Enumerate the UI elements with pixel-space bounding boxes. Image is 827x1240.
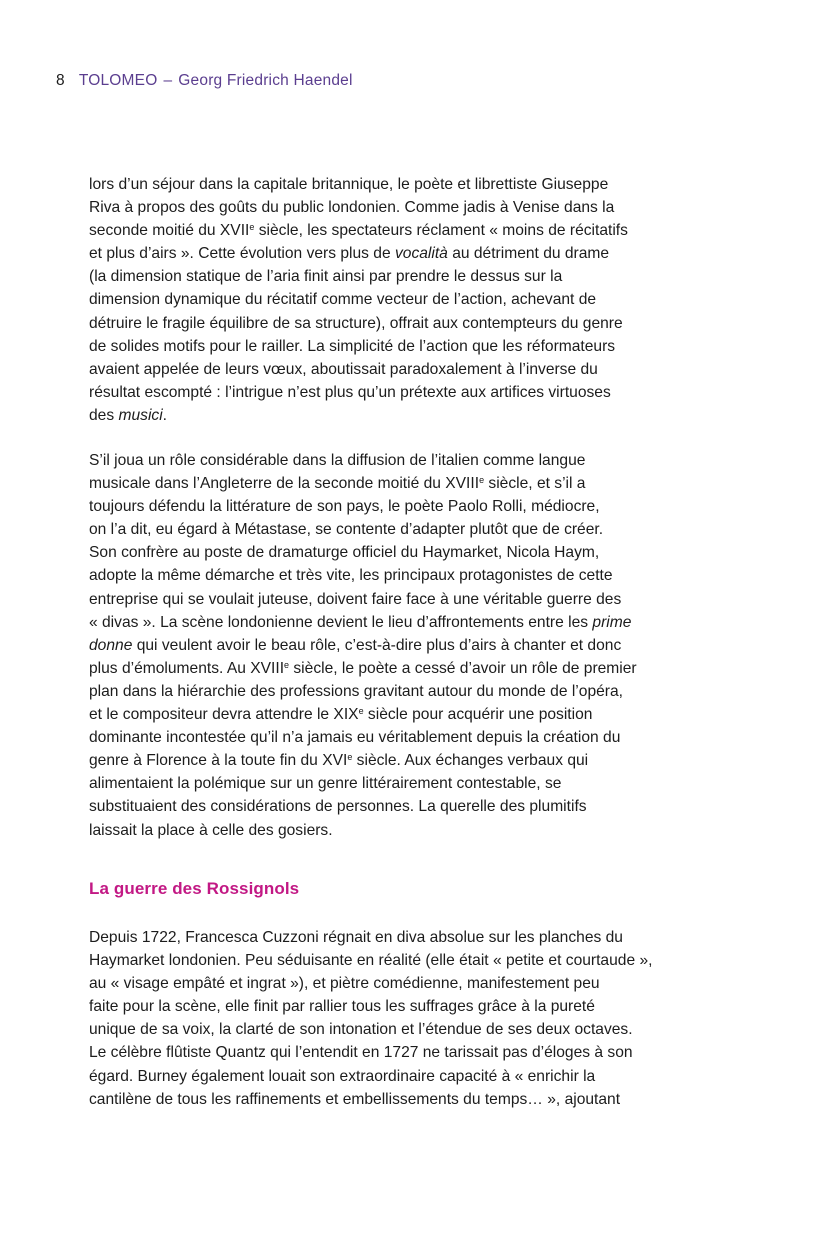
text-line: Depuis 1722, Francesca Cuzzoni régnait en diva absolue sur les planches du bbox=[89, 929, 623, 946]
text-line: toujours défendu la littérature de son pays, le poète Paolo Rolli, médiocre, bbox=[89, 498, 600, 516]
text-line: lors d’un séjour dans la capitale britannique, le poète et librettiste Giuseppe bbox=[89, 176, 609, 193]
text-line: Riva à propos des goûts du public londonien. Comme jadis à Venise dans la bbox=[89, 199, 615, 217]
text-line: Son confrère au poste de dramaturge officiel du Haymarket, Nicola Haym, bbox=[89, 544, 600, 562]
italic-text: musici bbox=[118, 406, 163, 424]
text-line: détruire le fragile équilibre de sa structure), offrait aux contempteurs du genre bbox=[89, 314, 623, 332]
text-line: de solides motifs pour le railler. La simplicité de l’action que les réformateurs bbox=[89, 337, 616, 355]
text-line: plan dans la hiérarchie des professions gravitant autour du monde de l’opéra, bbox=[89, 682, 623, 700]
text-line: résultat escompté : l’intrigue n’est plus qu’un prétexte aux artifices virtuoses bbox=[89, 383, 611, 401]
paragraph-1 bbox=[89, 173, 749, 427]
text-line: « divas ». La scène londonienne devient le lieu d’affrontements entre les prime bbox=[89, 613, 632, 631]
superscript: e bbox=[479, 475, 485, 486]
text-line: substituaient des considérations de personnes. La querelle des plumitifs bbox=[89, 798, 587, 816]
page-number: 8 bbox=[56, 72, 65, 89]
text-line: musicale dans l’Angleterre de la seconde moitié du XVIIIe siècle, et s’il a bbox=[89, 475, 586, 493]
text-line: faite pour la scène, elle finit par rallier tous les suffrages grâce à la pureté bbox=[89, 998, 595, 1016]
text-line: cantilène de tous les raffinements et embellissements du temps… », ajoutant bbox=[89, 1090, 621, 1108]
text-line: (la dimension statique de l’aria finit ainsi par prendre le dessus sur la bbox=[89, 268, 563, 286]
text-line: avaient appelée de leurs vœux, aboutissait paradoxalement à l’inverse du bbox=[89, 360, 598, 378]
italic-text: vocalità bbox=[394, 245, 448, 263]
text-line: Le célèbre flûtiste Quantz qui l’entendit en 1727 ne tarissait pas d’éloges à son bbox=[89, 1044, 633, 1062]
text-line: on l’a dit, eu égard à Métastase, se contente d’adapter plutôt que de créer. bbox=[89, 521, 604, 539]
text-line: Haymarket londonien. Peu séduisante en réalité (elle était « petite et courtaude », bbox=[89, 952, 653, 970]
running-header bbox=[56, 72, 353, 90]
text-line: donne qui veulent avoir le beau rôle, c’est-à-dire plus d’airs à chanter et donc bbox=[89, 636, 622, 654]
text-line: plus d’émoluments. Au XVIIIe siècle, le poète a cessé d’avoir un rôle de premier bbox=[89, 659, 637, 677]
text-line: S’il joua un rôle considérable dans la diffusion de l’italien comme langue bbox=[89, 452, 586, 469]
header-separator: – bbox=[163, 72, 173, 89]
section-heading: La guerre des Rossignols bbox=[89, 879, 300, 898]
text-line: des musici. bbox=[89, 406, 168, 424]
text-line: et plus d’airs ». Cette évolution vers plus de vocalità au détriment du drame bbox=[89, 245, 610, 263]
text-line: et le compositeur devra attendre le XIXe siècle pour acquérir une position bbox=[89, 706, 593, 724]
text-line: laissait la place à celle des gosiers. bbox=[89, 821, 333, 839]
text-line: égard. Burney également louait son extraordinaire capacité à « enrichir la bbox=[89, 1067, 596, 1085]
text-line: dominante incontestée qu’il n’a jamais eu véritablement depuis la création du bbox=[89, 729, 621, 747]
text-line: dimension dynamique du récitatif comme vecteur de l’action, achevant de bbox=[89, 291, 597, 309]
paragraph-3 bbox=[89, 926, 749, 1111]
text-line: seconde moitié du XVIIe siècle, les spectateurs réclament « moins de récitatifs bbox=[89, 222, 628, 240]
paragraph-2 bbox=[89, 449, 749, 842]
superscript: e bbox=[284, 659, 290, 670]
text-line: unique de sa voix, la clarté de son intonation et l’étendue de ses deux octaves. bbox=[89, 1021, 633, 1039]
text-line: genre à Florence à la toute fin du XVIe siècle. Aux échanges verbaux qui bbox=[89, 752, 589, 770]
italic-text: donne bbox=[89, 636, 133, 654]
text-line: alimentaient la polémique sur un genre littérairement contestable, se bbox=[89, 775, 562, 793]
superscript: e bbox=[358, 706, 364, 717]
text-line: au « visage empâté et ingrat »), et piètre comédienne, manifestement peu bbox=[89, 975, 600, 993]
text-line: entreprise qui se voulait juteuse, doivent faire face à une véritable guerre des bbox=[89, 590, 622, 608]
text-line: adopte la même démarche et très vite, les principaux protagonistes de cette bbox=[89, 567, 613, 585]
superscript: e bbox=[347, 752, 353, 763]
book-title: TOLOMEO bbox=[78, 72, 158, 89]
italic-text: prime bbox=[592, 613, 632, 631]
composer-name: Georg Friedrich Haendel bbox=[178, 72, 353, 89]
superscript: e bbox=[249, 222, 255, 233]
